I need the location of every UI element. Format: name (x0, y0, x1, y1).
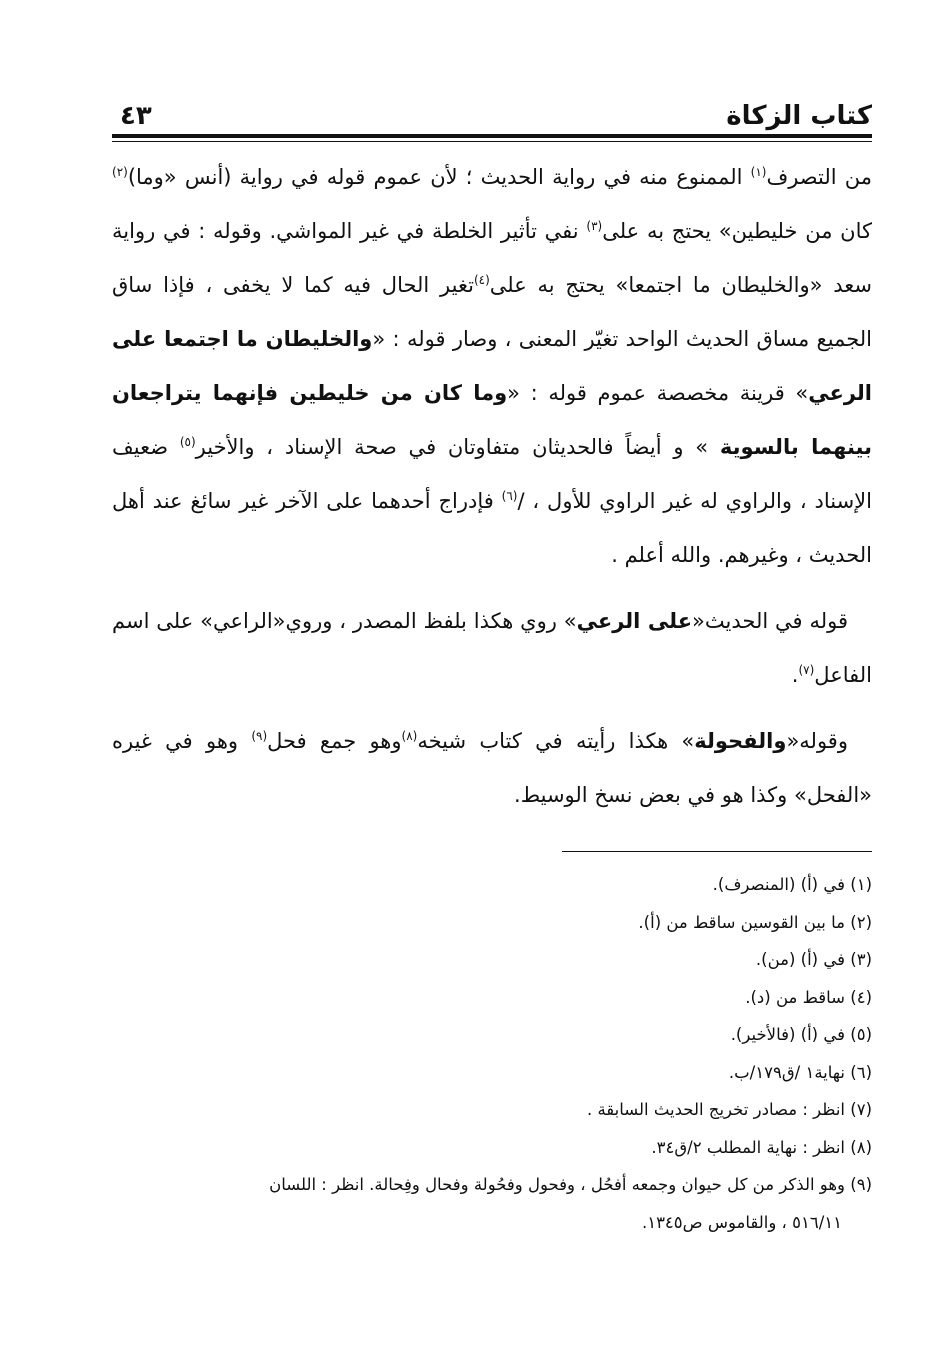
paragraph-1 (112, 150, 872, 582)
text-run: وهو في غيره «الفحل» وكذا هو في بعض نسخ الوسيط. (112, 729, 872, 807)
footnote-ref: (١) (750, 165, 767, 179)
text-run: » قرينة مخصصة عموم قوله : « (507, 381, 809, 405)
paragraph-2 (112, 594, 872, 702)
footnote-ref: (٣) (586, 219, 603, 233)
text-run: من التصرف (766, 165, 873, 189)
footnote-9-continuation: ٥١٦/١١ ، والقاموس ص١٣٤٥. (641, 1212, 842, 1232)
footnote-separator (562, 851, 872, 852)
text-run: نفي تأثير الخلطة في غير المواشي. وقوله : في رواية سعد «والخليطان ما اجتمعا» يحتج به على (112, 219, 872, 297)
footnote-2: (٢) ما بين القوسين ساقط من (أ). (638, 912, 872, 932)
bold-quote: وما كان من خليطين فإنهما يتراجعان بينهما بالسوية (112, 381, 872, 459)
footnote-ref: (٤) (473, 273, 490, 287)
text-run: الممنوع منه في رواية الحديث ؛ لأن عموم قوله في رواية (أنس «وما) (127, 165, 751, 189)
footnote-8: (٨) انظر : نهاية المطلب ٢/ق٣٤. (651, 1137, 872, 1157)
footnote-ref: (٩) (251, 729, 268, 743)
text-run: تغير الحال فيه كما لا يخفى ، فإذا ساق الجميع مساق الحديث الواحد تغيّر المعنى ، وصار قوله : « (112, 273, 872, 351)
bold-quote: على الرعي (576, 609, 693, 633)
text-run: قوله في الحديث« (692, 609, 849, 633)
footnote-7: (٧) انظر : مصادر تخريج الحديث السابقة . (586, 1100, 872, 1119)
bold-quote: والخليطان ما اجتمعا على الرعي (112, 327, 872, 405)
text-run: . (791, 663, 799, 687)
header-rule-thin (112, 141, 872, 142)
footnote-9-text: (٩) وهو الذكر من كل حيوان وجمعه أفحُل ، وفحول وفحُولة وفحال وفِحالة. انظر : اللسان (269, 1175, 872, 1194)
text-run: وقوله« (786, 729, 848, 753)
text-run: وهو جمع فحل (267, 729, 402, 753)
footnote-4: (٤) ساقط من (د). (745, 987, 872, 1007)
footnote-ref: (٥) (179, 435, 196, 449)
text-run: » هكذا رأيته في كتاب شيخه (417, 729, 695, 753)
text-run: » و أيضاً فالحديثان متفاوتان في صحة الإسناد ، والأخير (195, 435, 720, 459)
page-number: ٤٣ (120, 101, 152, 131)
footnote-5: (٥) في (أ) (فالأخير). (730, 1025, 872, 1044)
header-rule-thick (112, 134, 872, 138)
footnote-ref: (٨) (401, 729, 418, 743)
text-run: ضعيف الإسناد ، والراوي له غير الراوي للأول ، / (112, 435, 872, 513)
footnote-1: (١) في (أ) (المنصرف). (712, 875, 872, 894)
footnote-9 (112, 1166, 872, 1241)
footnote-ref: (٧) (798, 663, 815, 677)
footnote-3: (٣) في (أ) (من). (755, 950, 872, 969)
bold-quote: والفحولة (694, 729, 787, 753)
footnote-ref: (٢) (112, 165, 128, 179)
chapter-title: كتاب الزكاة (726, 101, 872, 131)
text-run: » روي هكذا بلفظ المصدر ، وروي«الراعي» على اسم الفاعل (112, 609, 872, 687)
main-text (112, 150, 872, 822)
text-run: كان من خليطين» يحتج به على (602, 219, 873, 243)
paragraph-3 (112, 714, 872, 822)
footnote-6: (٦) نهاية١ /ق١٧٩/ب. (728, 1062, 872, 1082)
footnote-ref: (٦) (501, 489, 518, 503)
text-run: فإدراج أحدهما على الآخر غير سائغ عند أهل الحديث ، وغيرهم. والله أعلم . (112, 489, 872, 567)
footnotes (112, 866, 872, 1241)
page-header (112, 98, 872, 134)
